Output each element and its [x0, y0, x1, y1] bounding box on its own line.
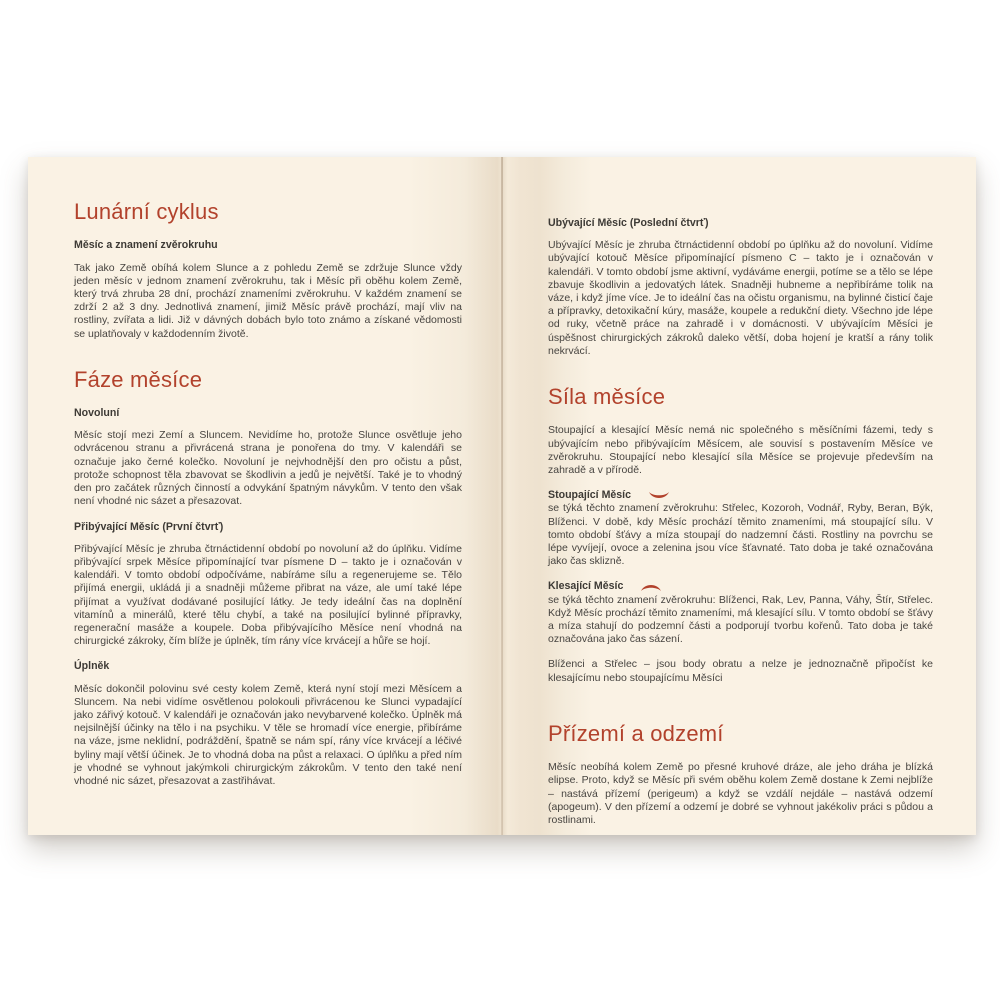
- paragraph-descending-moon: se týká těchto znamení zvěrokruhu: Blíženci, Rak, Lev, Panna, Váhy, Štír, Střelec. Když Měsíc prochází těmito znameními, má klesající sílu. V tomto období se šťávy a míza stahují do podzemní části a podporují tvorbu kořenů. Tato doba je také označována jako čas sázení.: [548, 593, 933, 646]
- descending-moon-heading-row: [548, 580, 933, 593]
- chapter-title-lunar-cycle: Lunární cyklus: [74, 199, 219, 224]
- paragraph-perigee-apogee: Měsíc neobíhá kolem Země po přesné kruhové dráze, ale jeho dráha je blízká elipse. Proto, když se Měsíc při svém oběhu kolem Země dostane k Zemi nejblíže – nastává přízemí (perigeum) a když se vzdálí nejdále – nastává odzemí (apogeum). V den přízemí a odzemí je dobré se vyhnout jakékoliv práci s půdou a rostlinami.: [548, 761, 933, 826]
- paragraph-full-moon: Měsíc dokončil polovinu své cesty kolem Země, která nyní stojí mezi Měsícem a Sluncem. Na nebi vidíme osvětlenou polokouli přivrácenou ke Slunci vypadající jako zářivý kotouč. V kalendáři je označován jako nevybarvené kolečko. Úplněk má nejsilnější účinky na tělo i na psychiku. V těle se hromadí více energie, přibíráme na váze, jsme neklidní, podráždění, špatně se nám spí, rány více krvácejí a léčivé byliny mají větší účinek. Je to vhodná doba na půst a relaxaci. O úplňku a před ním je vhodné se vyhnout jakýmkoli chirurgickým zákrokům. V tento den také není vhodné nic sázet, přesazovat a zastřihávat.: [74, 682, 462, 788]
- subheading-ascending-moon: Stoupající Měsíc: [548, 489, 632, 502]
- paragraph-turning-points-note: Blíženci a Střelec – jsou body obratu a nelze je jednoznačně připočíst ke klesajícímu nebo stoupajícímu Měsíci: [548, 658, 933, 684]
- paragraph-new-moon: Měsíc stojí mezi Zemí a Sluncem. Nevidíme ho, protože Slunce osvětluje jeho odvrácenou stranu a přivrácená strana je ponořena do tmy. V kalendáři se označuje jako černé kolečko. Novoluní je nejvhodnější den pro očistu a půst, protože schopnost těla zbavovat se škodlivin a jedů je největší. Také je to vhodný den pro začátek různých činností a odvykání špatným návykům. V tento den však není vhodné nic sázet a přesazovat.: [74, 429, 462, 508]
- ascending-moon-heading-row: [548, 489, 933, 502]
- paragraph-waxing-moon: Přibývající Měsíc je zhruba čtrnáctidenní období po novoluní až do úplňku. Vidíme přibývající srpek Měsíce připomínající tvar písmene D – takto je i označován v kalendáři. V tomto období odpočíváme, nabíráme sílu a regenerujeme se. Tělo přijímá energii, ukládá ji a snadněji můžeme přibrat na váze, ale umí také lépe přijímat a využívat dodávané posilující látky. Je tedy ideální čas na doplnění vitamínů a minerálů, které tělu chybí, a také na posilující bylinné přípravky, regenerační masáže a koupele. Doba přibývajícího Měsíce není vhodná na chirurgické zákroky, čím blíže je úplněk, tím rány více krvácejí a hůře se hojí.: [74, 542, 462, 648]
- book-spine-divider: [501, 157, 503, 835]
- paragraph-zodiac: Tak jako Země obíhá kolem Slunce a z pohledu Země se zdržuje Slunce vždy jeden měsíc v jednom znamení zvěrokruhu, tak i Měsíc při oběhu kolem Země, který trvá zhruba 28 dní, prochází znameními zvěrokruhu. V každém znamení se zdrží 2 až 3 dny. Jednotlivá znamení, jimiž Měsíc právě prochází, mají vliv na rostliny, zvířata a lidi. Již v dávných dobách bylo toto známo a získané vědomosti se uplatňovaly v každodenním životě.: [74, 261, 462, 340]
- subheading-full-moon: Úplněk: [74, 660, 110, 673]
- right-page: [502, 157, 976, 835]
- left-page: [28, 157, 502, 835]
- subheading-descending-moon: Klesající Měsíc: [548, 580, 624, 593]
- subheading-new-moon: Novoluní: [74, 407, 120, 420]
- subheading-waxing-moon: Přibývající Měsíc (První čtvrť): [74, 520, 224, 533]
- open-book-spread: [28, 157, 976, 835]
- subheading-waning-moon: Ubývající Měsíc (Poslední čtvrť): [548, 217, 709, 229]
- section-title-perigee-apogee: Přízemí a odzemí: [548, 720, 724, 746]
- paragraph-waning-moon: Ubývající Měsíc je zhruba čtrnáctidenní období po úplňku až do novoluní. Vidíme ubývající kotouč Měsíce připomínající písmeno C – takto je i označován v kalendáři. V tomto období jsme aktivní, vydáváme energii, potíme se a tělo se lépe zbavuje škodlivin a jedovatých látek. Snadněji hubneme a nepřibíráme tolik na váze, i když jíme více. Je to ideální čas na očistu organismu, na bylinné čisticí čaje a přípravky, detoxikační kúry, masáže, koupele a redukční diety. Všechno jde lépe od ruky, včetně práce na zahradě i v domácnosti. V ubývajícím Měsíci je úspěšnost chirurgických zákroků daleko větší, doba hojení je kratší a rány tolik nekrvácí.: [548, 239, 933, 357]
- section-title-moon-power: Síla měsíce: [548, 384, 666, 410]
- crescent-up-icon: [648, 491, 670, 501]
- paragraph-moon-power-intro: Stoupající a klesající Měsíc nemá nic společného s měsíčními fázemi, tedy s ubývajícím nebo přibývajícím Měsícem, ale souvisí s postavením Měsíce ve zvěrokruhu. Stoupající nebo klesající síla Měsíce se projevuje především na zahradě a v přírodě.: [548, 424, 933, 476]
- crescent-down-icon: [640, 582, 662, 592]
- subheading-zodiac: Měsíc a znamení zvěrokruhu: [74, 239, 218, 252]
- paragraph-ascending-moon: se týká těchto znamení zvěrokruhu: Střelec, Kozoroh, Vodnář, Ryby, Beran, Býk, Blíženci. V době, kdy Měsíc prochází těmito znameními, má stoupající sílu. V tomto období šťávy a míza stoupají do nadzemní části. Rostliny na povrchu se lépe vyvíjejí, ovoce a zelenina jsou více šťavnaté. Tato doba je také označována jako čas sklizně.: [548, 502, 933, 568]
- section-title-moon-phases: Fáze měsíce: [74, 366, 203, 392]
